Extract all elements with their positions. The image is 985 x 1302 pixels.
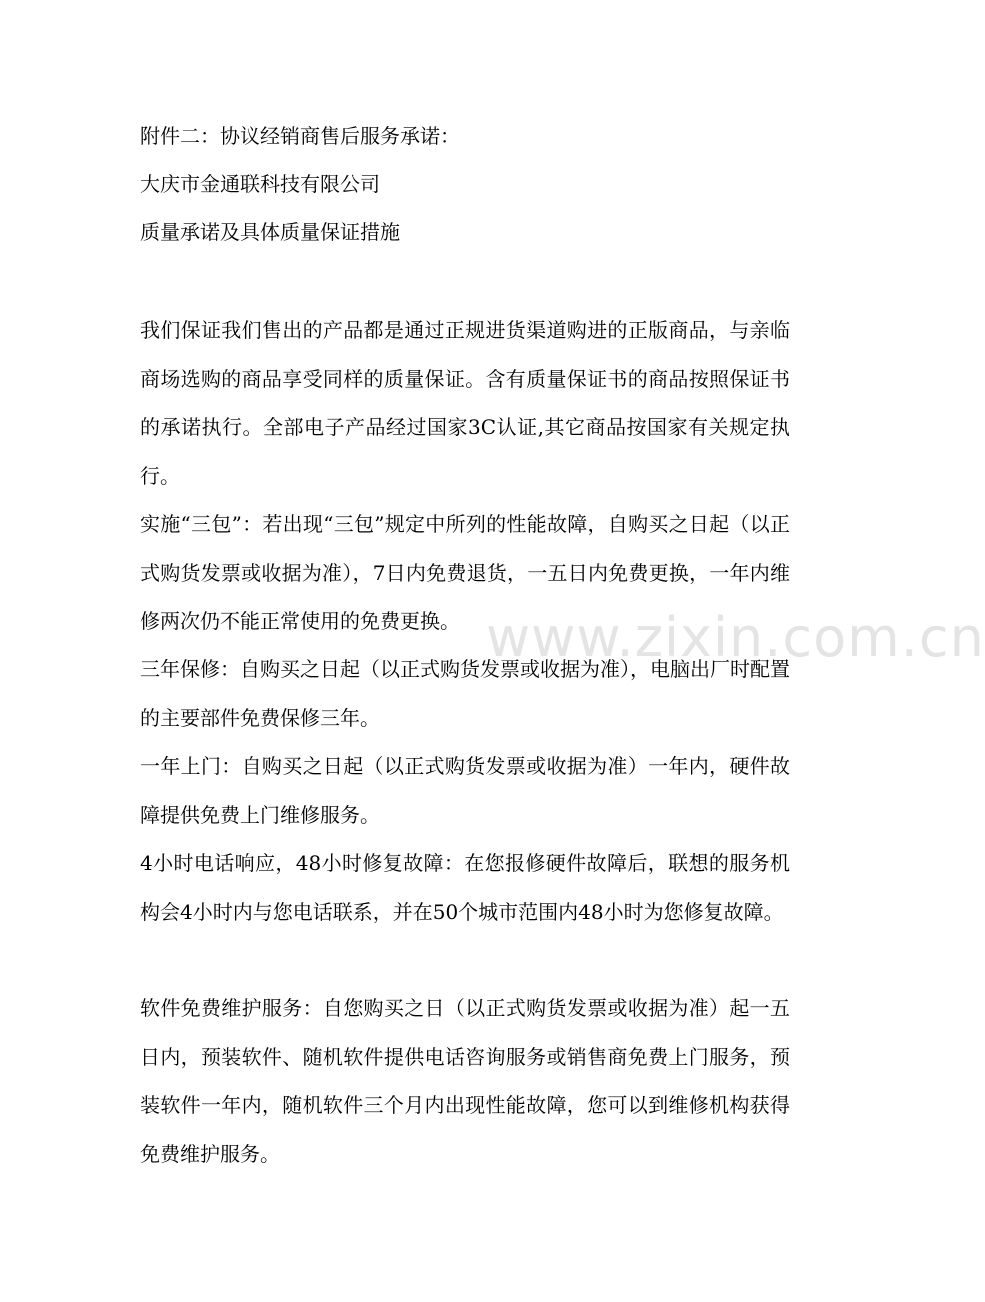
onsite-service-paragraph: 一年上门：自购买之日起（以正式购货发票或收据为准）一年内，硬件故障提供免费上门维修服务。	[140, 754, 790, 827]
quality-guarantee-paragraph: 我们保证我们售出的产品都是通过正规进货渠道购进的正版商品，与亲临商场选购的商品享受同样的质量保证。含有质量保证书的商品按照保证书的承诺执行。全部电子产品经过国家3C认证,其它商品按国家有关规定执行。	[140, 318, 790, 488]
phone-response-paragraph: 4小时电话响应，48小时修复故障：在您报修硬件故障后，联想的服务机构会4小时内与您电话联系，并在50个城市范围内48小时为您修复故障。	[140, 851, 790, 924]
three-year-warranty-paragraph: 三年保修：自购买之日起（以正式购货发票或收据为准），电脑出厂时配置的主要部件免费保修三年。	[140, 657, 790, 730]
section-title: 质量承诺及具体质量保证措施	[140, 220, 400, 244]
attachment-title: 附件二：协议经销商售后服务承诺：	[140, 124, 460, 148]
three-guarantees-paragraph: 实施“三包”：若出现“三包”规定中所列的性能故障，自购买之日起（以正式购货发票或收据为准），7日内免费退货，一五日内免费更换，一年内维修两次仍不能正常使用的免费更换。	[140, 512, 790, 633]
company-name: 大庆市金通联科技有限公司	[140, 172, 380, 196]
software-maintenance-paragraph: 软件免费维护服务：自您购买之日（以正式购货发票或收据为准）起一五日内，预装软件、随机软件提供电话咨询服务或销售商免费上门服务，预装软件一年内，随机软件三个月内出现性能故障，您可以到维修机构获得免费维护服务。	[140, 996, 790, 1166]
watermark: www.zixin.com.cn	[486, 606, 985, 669]
